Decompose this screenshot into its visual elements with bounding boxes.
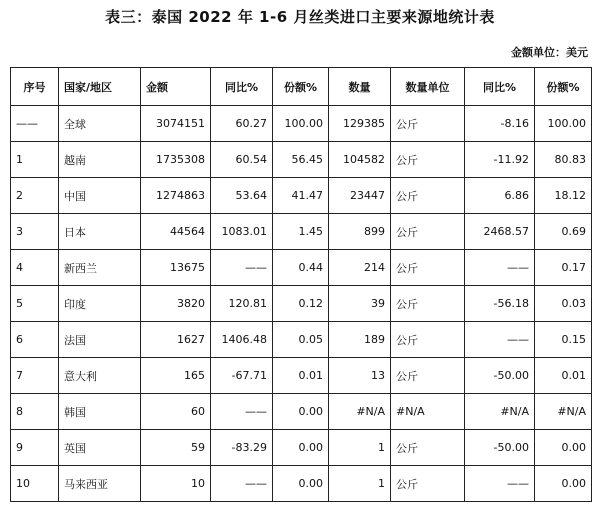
cell-quantity: 189 <box>329 322 391 358</box>
cell-amount: 3820 <box>141 286 211 322</box>
unit-label: 金额单位：美元 <box>511 46 588 59</box>
cell-quantity-yoy: -50.00 <box>465 430 535 466</box>
cell-seq: 2 <box>11 178 59 214</box>
cell-amount: 1735308 <box>141 142 211 178</box>
cell-amount-yoy: —— <box>211 394 273 430</box>
cell-seq: 9 <box>11 430 59 466</box>
col-header-quantity-share: 份额% <box>535 68 592 106</box>
cell-amount-yoy: 53.64 <box>211 178 273 214</box>
cell-seq: 6 <box>11 322 59 358</box>
cell-amount-share: 0.00 <box>273 394 329 430</box>
cell-amount-share: 0.00 <box>273 466 329 502</box>
cell-quantity-share: 0.17 <box>535 250 592 286</box>
cell-country: 英国 <box>59 430 141 466</box>
cell-amount: 59 <box>141 430 211 466</box>
cell-amount-yoy: 60.54 <box>211 142 273 178</box>
cell-quantity-yoy: #N/A <box>465 394 535 430</box>
cell-quantity-share: 80.83 <box>535 142 592 178</box>
cell-quantity-yoy: -50.00 <box>465 358 535 394</box>
cell-seq: 1 <box>11 142 59 178</box>
cell-quantity-unit: 公斤 <box>391 466 465 502</box>
cell-quantity-unit: 公斤 <box>391 106 465 142</box>
col-header-quantity-unit: 数量单位 <box>391 68 465 106</box>
cell-country: 日本 <box>59 214 141 250</box>
cell-amount-share: 100.00 <box>273 106 329 142</box>
cell-quantity-unit: 公斤 <box>391 250 465 286</box>
cell-country: 中国 <box>59 178 141 214</box>
cell-amount-share: 1.45 <box>273 214 329 250</box>
cell-quantity: 104582 <box>329 142 391 178</box>
cell-quantity-unit: 公斤 <box>391 430 465 466</box>
cell-country: 印度 <box>59 286 141 322</box>
cell-quantity-unit: 公斤 <box>391 142 465 178</box>
cell-quantity-share: 0.00 <box>535 466 592 502</box>
col-header-quantity: 数量 <box>329 68 391 106</box>
cell-amount-share: 0.12 <box>273 286 329 322</box>
table-body <box>11 106 592 502</box>
table-row <box>11 322 592 358</box>
table-row <box>11 394 592 430</box>
table-row <box>11 286 592 322</box>
cell-quantity: 23447 <box>329 178 391 214</box>
cell-country: 全球 <box>59 106 141 142</box>
table-row <box>11 178 592 214</box>
cell-quantity-yoy: —— <box>465 466 535 502</box>
cell-amount-share: 56.45 <box>273 142 329 178</box>
cell-quantity-share: 0.00 <box>535 430 592 466</box>
cell-seq: 5 <box>11 286 59 322</box>
cell-quantity: #N/A <box>329 394 391 430</box>
cell-seq: 7 <box>11 358 59 394</box>
cell-amount-yoy: —— <box>211 466 273 502</box>
cell-country: 马来西亚 <box>59 466 141 502</box>
table-row <box>11 250 592 286</box>
cell-amount-yoy: 1083.01 <box>211 214 273 250</box>
cell-amount-share: 0.00 <box>273 430 329 466</box>
cell-amount-yoy: 120.81 <box>211 286 273 322</box>
cell-quantity-yoy: 6.86 <box>465 178 535 214</box>
cell-quantity-unit: 公斤 <box>391 358 465 394</box>
cell-seq: 10 <box>11 466 59 502</box>
table-row <box>11 142 592 178</box>
cell-country: 法国 <box>59 322 141 358</box>
table-title: 表三：泰国 2022 年 1-6 月丝类进口主要来源地统计表 <box>105 8 495 26</box>
col-header-amount-share: 份额% <box>273 68 329 106</box>
cell-quantity: 13 <box>329 358 391 394</box>
col-header-amount: 金额 <box>141 68 211 106</box>
cell-quantity-yoy: -56.18 <box>465 286 535 322</box>
cell-quantity-yoy: -11.92 <box>465 142 535 178</box>
cell-quantity-share: 100.00 <box>535 106 592 142</box>
cell-country: 意大利 <box>59 358 141 394</box>
col-header-quantity-yoy: 同比% <box>465 68 535 106</box>
cell-quantity-yoy: —— <box>465 322 535 358</box>
cell-quantity-share: 0.15 <box>535 322 592 358</box>
cell-quantity-yoy: 2468.57 <box>465 214 535 250</box>
table-row <box>11 358 592 394</box>
cell-quantity-yoy: —— <box>465 250 535 286</box>
cell-quantity: 1 <box>329 430 391 466</box>
col-header-amount-yoy: 同比% <box>211 68 273 106</box>
cell-country: 越南 <box>59 142 141 178</box>
cell-amount: 10 <box>141 466 211 502</box>
table-row <box>11 430 592 466</box>
cell-amount: 13675 <box>141 250 211 286</box>
cell-quantity-share: 0.69 <box>535 214 592 250</box>
cell-quantity-yoy: -8.16 <box>465 106 535 142</box>
cell-amount: 3074151 <box>141 106 211 142</box>
cell-quantity: 1 <box>329 466 391 502</box>
cell-amount-share: 0.01 <box>273 358 329 394</box>
cell-seq: —— <box>11 106 59 142</box>
cell-quantity-unit: #N/A <box>391 394 465 430</box>
cell-amount: 165 <box>141 358 211 394</box>
cell-amount-yoy: —— <box>211 250 273 286</box>
cell-quantity-unit: 公斤 <box>391 286 465 322</box>
cell-country: 新西兰 <box>59 250 141 286</box>
cell-quantity: 899 <box>329 214 391 250</box>
cell-amount-share: 41.47 <box>273 178 329 214</box>
cell-quantity-share: #N/A <box>535 394 592 430</box>
table-row <box>11 466 592 502</box>
cell-quantity: 129385 <box>329 106 391 142</box>
cell-quantity-unit: 公斤 <box>391 214 465 250</box>
cell-quantity: 214 <box>329 250 391 286</box>
cell-quantity-unit: 公斤 <box>391 322 465 358</box>
import-source-table <box>10 67 592 502</box>
cell-quantity-share: 0.01 <box>535 358 592 394</box>
cell-seq: 4 <box>11 250 59 286</box>
cell-amount-yoy: 1406.48 <box>211 322 273 358</box>
cell-amount-share: 0.05 <box>273 322 329 358</box>
cell-quantity: 39 <box>329 286 391 322</box>
header-row <box>11 68 592 106</box>
cell-amount: 1627 <box>141 322 211 358</box>
col-header-seq: 序号 <box>11 68 59 106</box>
table-row <box>11 106 592 142</box>
cell-amount-share: 0.44 <box>273 250 329 286</box>
cell-quantity-unit: 公斤 <box>391 178 465 214</box>
cell-quantity-share: 18.12 <box>535 178 592 214</box>
table-row <box>11 214 592 250</box>
cell-amount: 60 <box>141 394 211 430</box>
cell-quantity-share: 0.03 <box>535 286 592 322</box>
cell-amount: 1274863 <box>141 178 211 214</box>
cell-amount-yoy: -67.71 <box>211 358 273 394</box>
cell-amount-yoy: -83.29 <box>211 430 273 466</box>
cell-seq: 3 <box>11 214 59 250</box>
cell-country: 韩国 <box>59 394 141 430</box>
cell-seq: 8 <box>11 394 59 430</box>
cell-amount: 44564 <box>141 214 211 250</box>
cell-amount-yoy: 60.27 <box>211 106 273 142</box>
col-header-country: 国家/地区 <box>59 68 141 106</box>
